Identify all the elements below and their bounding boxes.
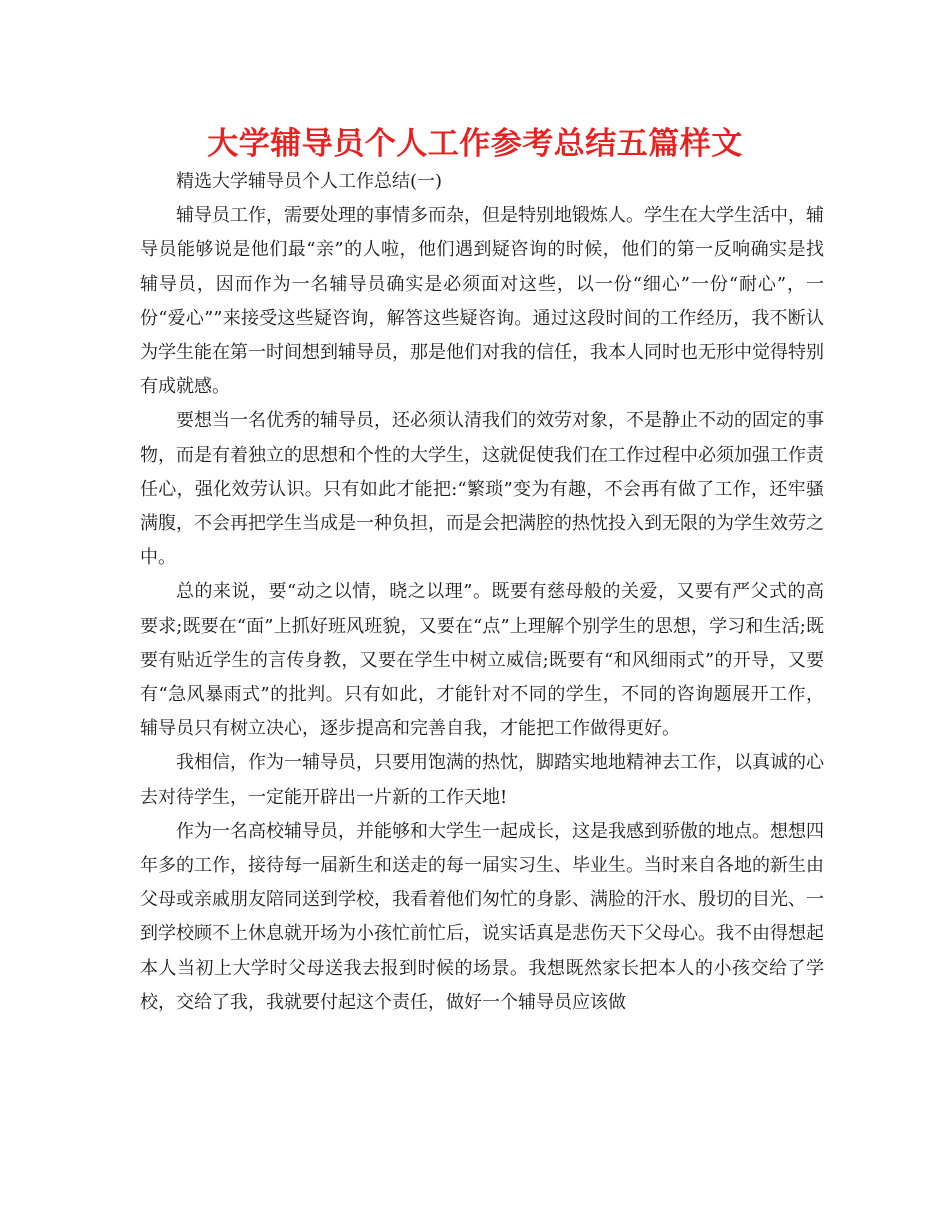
paragraph-1: 辅导员工作，需要处理的事情多而杂，但是特别地锻炼人。学生在大学生活中，辅导员能够说是他们最“亲”的人啦，他们遇到疑咨询的时候，他们的第一反响确实是找辅导员，因而作为一名辅导员确实是必须面对这些，以一份“细心”一份“耐心”，一份“爱心””来接受这些疑咨询，解答这些疑咨询。通过这段时间的工作经历，我不断认为学生能在第一时间想到辅导员，那是他们对我的信任，我本人同时也无形中觉得特别有成就感。 xyxy=(140,205,824,398)
paragraph-2: 要想当一名优秀的辅导员，还必须认清我们的效劳对象，不是静止不动的固定的事物，而是有着独立的思想和个性的大学生，这就促使我们在工作过程中必须加强工作责任心，强化效劳认识。只有如此才能把:“繁琐”变为有趣，不会再有做了工作，还牢骚满腹，不会再把学生当成是一种负担，而是会把满腔的热忱投入到无限的为学生效劳之中。 xyxy=(140,410,824,569)
document-body xyxy=(140,165,824,1020)
paragraph-4: 我相信，作为一辅导员，只要用饱满的热忱，脚踏实地地精神去工作，以真诚的心去对待学生，一定能开辟出一片新的工作天地! xyxy=(140,752,824,808)
section-subheading: 精选大学辅导员个人工作总结(一) xyxy=(176,171,443,192)
document-title: 大学辅导员个人工作参考总结五篇样文 xyxy=(207,126,743,162)
paragraph-3: 总的来说，要“动之以情，晓之以理”。既要有慈母般的关爱，又要有严父式的高要求;既要在“面”上抓好班风班貌，又要在“点”上理解个别学生的思想，学习和生活;既要有贴近学生的言传身教，又要在学生中树立威信;既要有“和风细雨式”的开导，又要有“急风暴雨式”的批判。只有如此，才能针对不同的学生，不同的咨询题展开工作，辅导员只有树立决心，逐步提高和完善自我，才能把工作做得更好。 xyxy=(140,581,824,740)
paragraph-5: 作为一名高校辅导员，并能够和大学生一起成长，这是我感到骄傲的地点。想想四年多的工作，接待每一届新生和送走的每一届实习生、毕业生。当时来自各地的新生由父母或亲戚朋友陪同送到学校，我看着他们匆忙的身影、满脸的汗水、殷切的目光、一到学校顾不上休息就开场为小孩忙前忙后，说实话真是悲伤天下父母心。我不由得想起本人当初上大学时父母送我去报到时候的场景。我想既然家长把本人的小孩交给了学校，交给了我，我就要付起这个责任，做好一个辅导员应该做 xyxy=(140,820,824,1013)
